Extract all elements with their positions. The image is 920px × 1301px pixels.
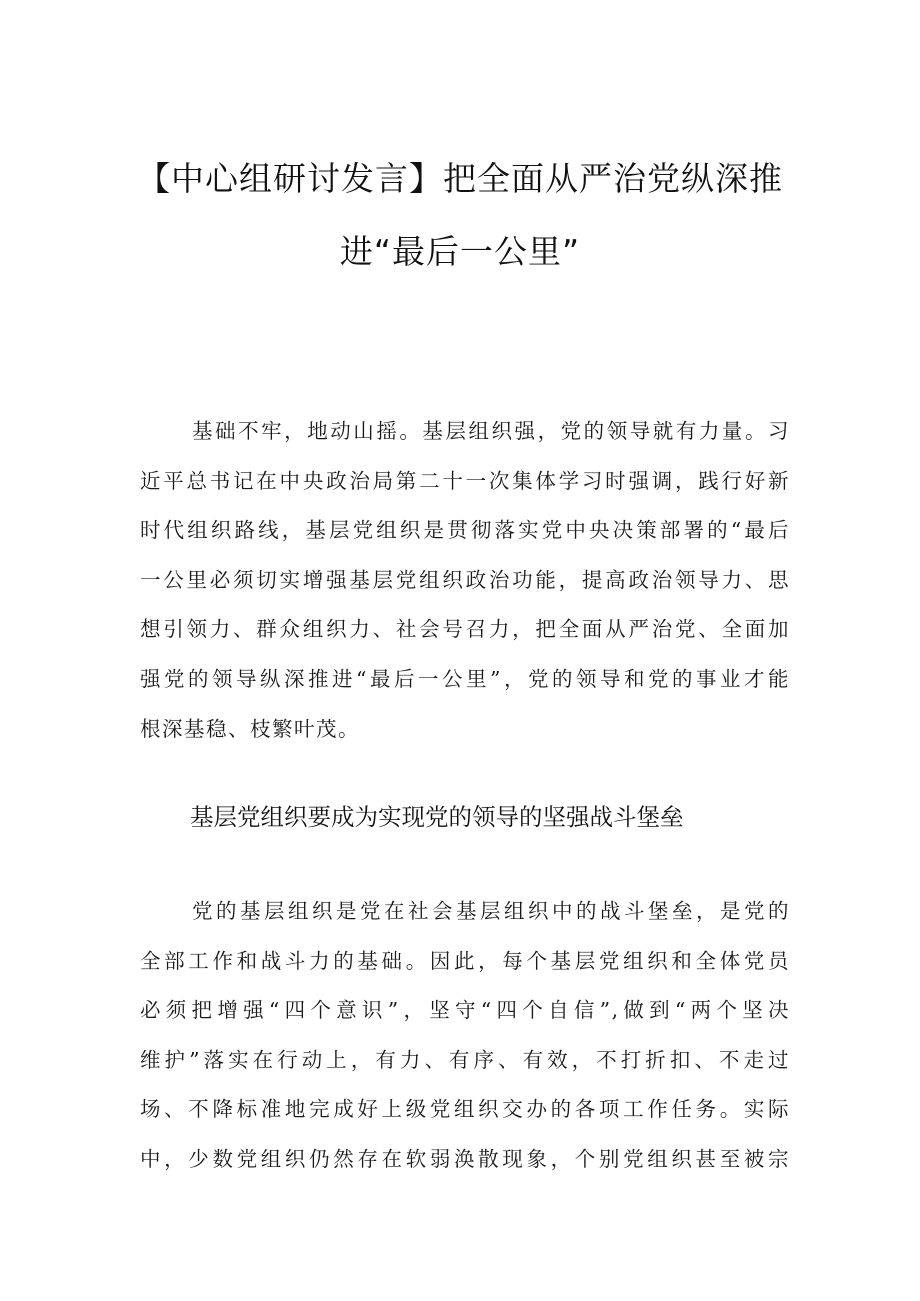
paragraph-line: 近平总书记在中央政治局第二十一次集体学习时强调，践行好新 <box>140 468 790 493</box>
document-title-line-2: 进“最后一公里” <box>339 232 581 271</box>
document-title-line-1: 【中心组研讨发言】把全面从严治党纵深推 <box>137 159 783 198</box>
paragraph-line: 根深基稳、枝繁叶茂。 <box>140 716 360 741</box>
paragraph-line: 中，少数党组织仍然存在软弱涣散现象，个别党组织甚至被宗 <box>140 1146 790 1171</box>
paragraph-line: 必须把增强“四个意识”，坚守“四个自信”,做到“两个坚决 <box>140 998 790 1023</box>
intro-paragraph <box>140 407 790 754</box>
paragraph-line: 时代组织路线，基层党组织是贯彻落实党中央决策部署的“最后 <box>140 518 790 543</box>
section-heading: 基层党组织要成为实现党的领导的坚强战斗堡垒 <box>190 803 684 831</box>
paragraph-line: 场、不降标准地完成好上级党组织交办的各项工作任务。实际 <box>140 1097 790 1122</box>
paragraph-line: 基础不牢，地动山摇。基层组织强，党的领导就有力量。习 <box>192 419 790 443</box>
paragraph-line: 想引领力、群众组织力、社会号召力，把全面从严治党、全面加 <box>140 617 790 642</box>
paragraph-line: 强党的领导纵深推进“最后一公里”，党的领导和党的事业才能 <box>140 666 790 691</box>
paragraph-line: 一公里必须切实增强基层党组织政治功能，提高政治领导力、思 <box>140 567 790 592</box>
paragraph-line: 党的基层组织是党在社会基层组织中的战斗堡垒，是党的 <box>192 899 790 923</box>
paragraph-line: 维护”落实在行动上，有力、有序、有效，不打折扣、不走过 <box>140 1047 790 1072</box>
body-paragraph <box>140 887 790 1185</box>
paragraph-line: 全部工作和战斗力的基础。因此，每个基层党组织和全体党员 <box>140 948 790 973</box>
